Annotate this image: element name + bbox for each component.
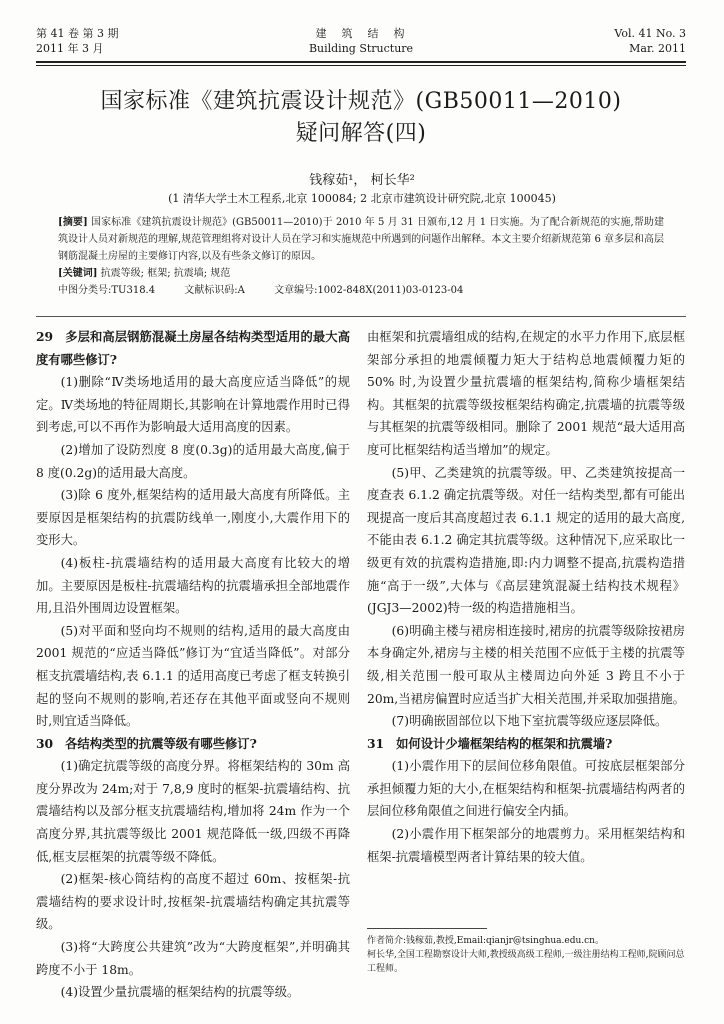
body-paragraph: (1)确定抗震等级的高度分界。将框架结构的 30m 高度分界改为 24m;对于 7,8,9 度时的框架-抗震墙结构、抗震墙结构以及部分框支抗震墙结构,增加将 24m 作为一个高度分界,其抗震等级比 2001 规范降低一级,四级不再降低,框支层框架的抗震等级不降低。 bbox=[36, 759, 350, 864]
left-column bbox=[36, 326, 350, 1004]
body-paragraph: (2)小震作用下框架部分的地震剪力。采用框架结构和框架-抗震墙模型两者计算结果的较大值。 bbox=[367, 827, 685, 864]
header-rule-thin bbox=[36, 65, 686, 66]
keywords bbox=[58, 265, 664, 282]
abstract-text: 国家标准《建筑抗震设计规范》(GB50011—2010)于 2010 年 5 月 31 日颁布,12 月 1 日实施。为了配合新规范的实施,帮助建筑设计人员对新规范的理解,规范管理组将对设计人员在学习和实施规范中所遇到的问题作出解释。本文主要介绍新规范第 6 章多层和高层钢筋混凝土房屋的主要修订内容,以及有些条文修订的原因。 bbox=[58, 217, 664, 262]
journal-volume-info-en bbox=[614, 26, 686, 56]
title-line-2: 疑问解答(四) bbox=[295, 121, 427, 146]
issue-date: 2011 年 3 月 bbox=[36, 42, 104, 55]
body-paragraph: (2)增加了设防烈度 8 度(0.3g)的适用最大高度,偏于 8 度(0.2g)的适用最大高度。 bbox=[36, 442, 350, 480]
issue-date-en: Mar. 2011 bbox=[629, 42, 686, 55]
journal-name bbox=[36, 26, 686, 56]
body-paragraph: (5)甲、乙类建筑的抗震等级。甲、乙类建筑按提高一度查表 6.1.2 确定抗震等级。对任一结构类型,都有可能出现提高一度后其高度超过表 6.1.1 规定的适用的最大高度,不能由表 6.1.2 确定其抗震等级。这种情况下,应采取比一级更有效的抗震构造措施,即:内力调整不提高,抗震构造措施“高于一级”,大体与《高层建筑混凝土结构技术规程》(JGJ3—2002)特一级的构造措施相当。 bbox=[367, 465, 685, 616]
abstract bbox=[58, 214, 664, 265]
abstract-block bbox=[58, 214, 664, 299]
body-paragraph: (2)框架-核心筒结构的高度不超过 60m、按框架-抗震墙结构的要求设计时,按框架-抗震墙结构确定其抗震等级。 bbox=[36, 872, 350, 932]
document-code: 文献标识码:A bbox=[184, 285, 245, 296]
question-text: 如何设计少墙框架结构的框架和抗震墙? bbox=[396, 735, 613, 751]
question-text: 各结构类型的抗震等级有哪些修订? bbox=[65, 735, 257, 751]
question-number: 31 bbox=[367, 735, 385, 751]
question-number: 29 bbox=[36, 329, 54, 344]
keywords-text: 抗震等级; 框架; 抗震墙; 规范 bbox=[100, 268, 231, 279]
question-heading bbox=[367, 733, 685, 756]
footnote-author-1: 作者简介:钱稼茹,教授,Email:qianjr@tsinghua.edu.cn。 bbox=[367, 936, 604, 946]
affiliation: (1 清华大学土木工程系,北京 100084; 2 北京市建筑设计研究院,北京 100045) bbox=[168, 192, 556, 205]
title-line-1: 国家标准《建筑抗震设计规范》(GB50011—2010) bbox=[100, 89, 622, 114]
question-heading bbox=[36, 733, 350, 756]
classification-meta bbox=[58, 282, 664, 299]
body-paragraph: (3)将“大跨度公共建筑”改为“大跨度框架”,并明确其跨度不小于 18m。 bbox=[36, 940, 350, 977]
footnote-author-2: 柯长华,全国工程勘察设计大师,教授级高级工程师,一级注册结构工程师,院顾问总工程师。 bbox=[367, 950, 685, 974]
body-paragraph: (6)明确主楼与裙房相连接时,裙房的抗震等级除按裙房本身确定外,裙房与主楼的相关范围不应低于主楼的抗震等级,相关范围一般可取从主楼周边向外延 3 跨且不小于 20m,当裙房偏置时应适当扩大相关范围,并采取加强措施。 bbox=[367, 623, 685, 706]
journal-name-cn: 建 筑 结 构 bbox=[315, 27, 407, 40]
page-header bbox=[36, 26, 686, 62]
question-text: 多层和高层钢筋混凝土房屋各结构类型适用的最大高度有哪些修订? bbox=[36, 329, 350, 367]
abstract-label: [摘要] bbox=[58, 217, 88, 228]
body-paragraph: (4)设置少量抗震墙的框架结构的抗震等级。 bbox=[60, 985, 300, 1000]
footnote-rule bbox=[367, 928, 487, 929]
article-number: 文章编号:1002-848X(2011)03-0123-04 bbox=[274, 285, 464, 296]
article-title bbox=[36, 86, 686, 150]
body-paragraph: (4)板柱-抗震墙结构的适用最大高度有比较大的增加。主要原因是板柱-抗震墙结构的抗震墙承担全部地震作用,且沿外围周边设置框架。 bbox=[36, 555, 350, 616]
volume-issue: 第 41 卷 第 3 期 bbox=[36, 27, 119, 40]
footnote bbox=[367, 934, 685, 976]
clc-number: 中图分类号:TU318.4 bbox=[58, 285, 156, 296]
body-paragraph: (1)小震作用下的层间位移角限值。可按底层框架部分承担倾覆力矩的大小,在框架结构和框架-抗震墙结构两者的层间位移角限值之间进行偏安全内插。 bbox=[367, 759, 685, 819]
body-paragraph: (1)删除“Ⅳ类场地适用的最大高度应适当降低”的规定。Ⅳ类场地的特征周期长,其影响在计算地震作用时已得到考虑,可以不再作为影响最大适用高度的因素。 bbox=[36, 375, 350, 435]
question-heading bbox=[36, 326, 350, 371]
body-paragraph: 由框架和抗震墙组成的结构,在规定的水平力作用下,底层框架部分承担的地震倾覆力矩大于结构总地震倾覆力矩的 50% 时,为设置少量抗震墙的框架结构,简称少墙框架结构。其框架的抗震等级按框架结构确定,抗震墙的抗震等级与其框架的抗震等级相同。删除了 2001 规范“最大适用高度可比框架结构适当增加”的规定。 bbox=[367, 330, 685, 457]
body-paragraph: (7)明确嵌固部位以下地下室抗震等级应逐层降低。 bbox=[391, 714, 668, 729]
body-paragraph: (5)对平面和竖向均不规则的结构,适用的最大高度由 2001 规范的“应适当降低”修订为“宜适当降低”。对部分框支抗震墙结构,表 6.1.1 的适用高度已考虑了框支转换引起的竖向不规则的影响,若还存在其他平面或竖向不规则时,则宜适当降低。 bbox=[36, 623, 350, 729]
question-number: 30 bbox=[36, 735, 54, 751]
abstract-rule bbox=[36, 316, 686, 317]
right-column bbox=[367, 326, 685, 868]
keywords-label: [关键词] bbox=[58, 268, 98, 279]
header-rule bbox=[36, 61, 686, 63]
volume-issue-en: Vol. 41 No. 3 bbox=[614, 27, 686, 40]
body-paragraph: (3)除 6 度外,框架结构的适用最大高度有所降低。主要原因是框架结构的抗震防线单一,刚度小,大震作用下的变形大。 bbox=[36, 488, 350, 548]
journal-name-en: Building Structure bbox=[308, 42, 414, 55]
authors: 钱稼茹¹， 柯长华² bbox=[309, 173, 415, 188]
